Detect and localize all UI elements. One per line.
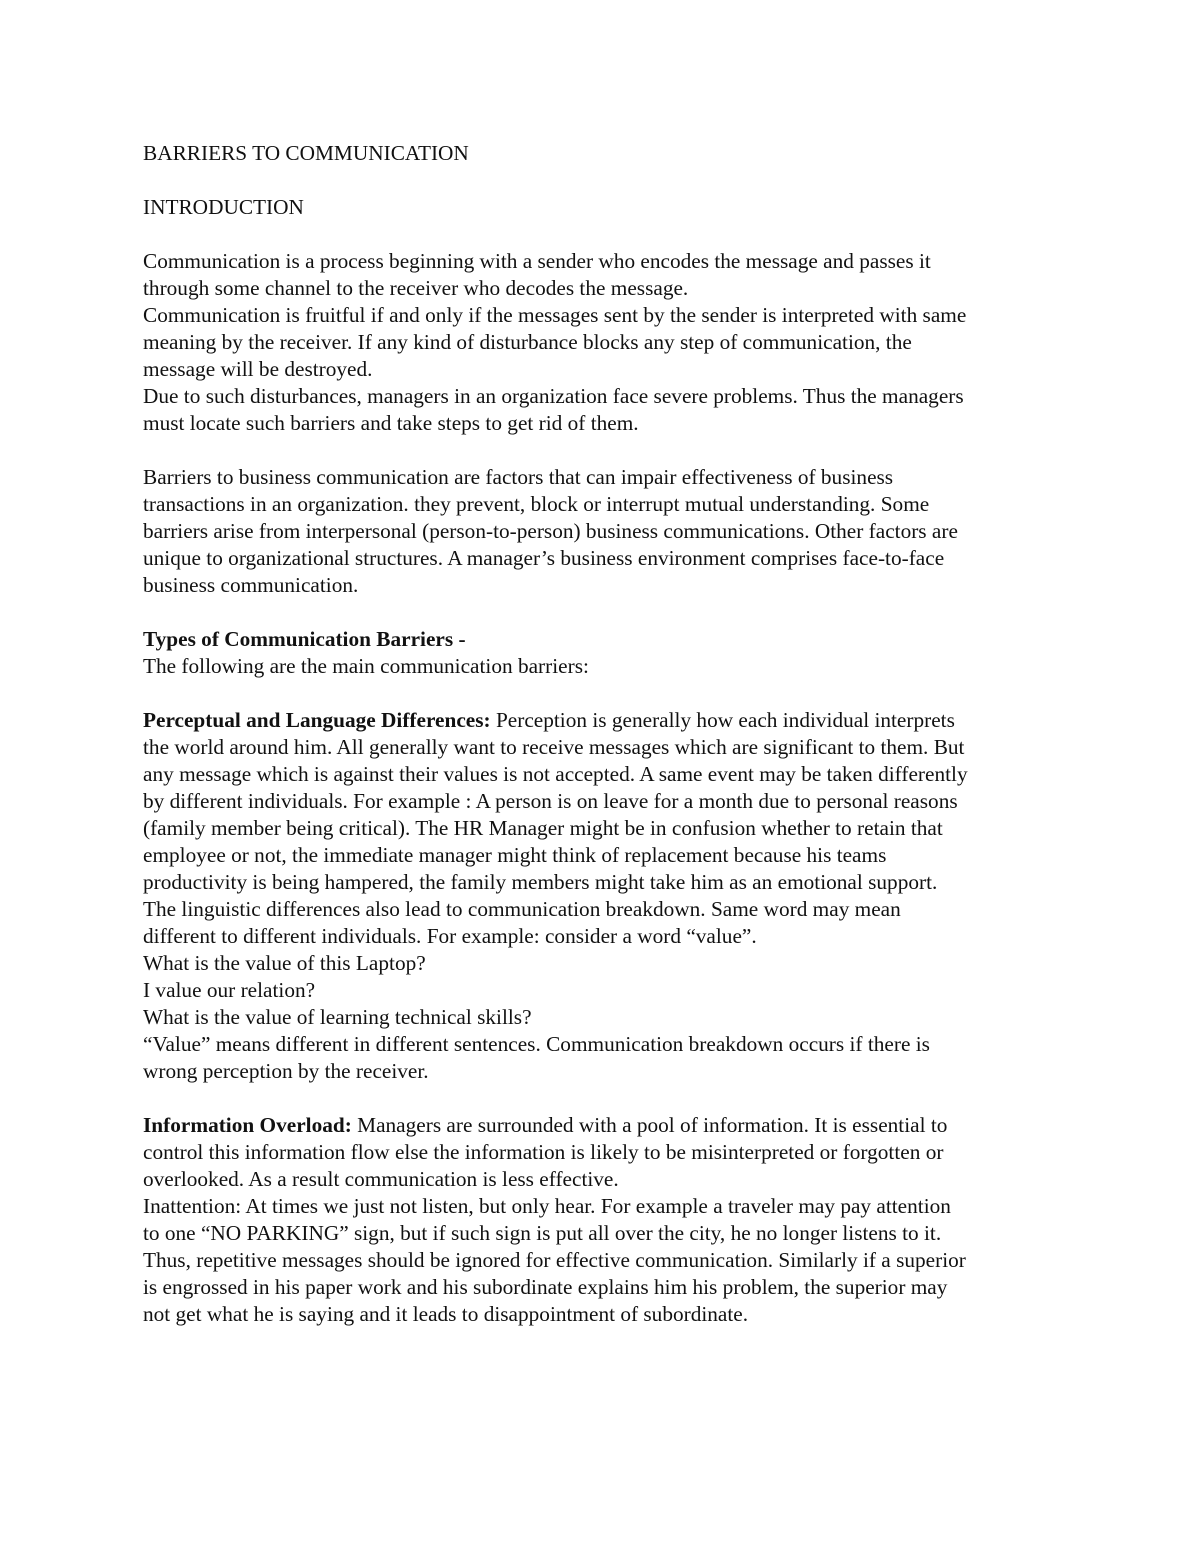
text-line: Barriers to business communication are factors that can impair effectiveness of business <box>143 465 894 489</box>
types-heading-text: Types of Communication Barriers - <box>143 627 466 651</box>
text-line <box>143 1112 1073 1139</box>
text-line: Thus, repetitive messages should be ignored for effective communication. Similarly if a superior <box>143 1248 966 1272</box>
text-line: overlooked. As a result communication is less effective. <box>143 1167 619 1191</box>
text-line <box>143 707 1073 734</box>
text-line: I value our relation? <box>143 978 316 1002</box>
document-title: BARRIERS TO COMMUNICATION <box>143 141 469 165</box>
intro-heading: INTRODUCTION <box>143 195 304 219</box>
text-line: Inattention: At times we just not listen, but only hear. For example a traveler may pay attention <box>143 1194 951 1218</box>
text-line: productivity is being hampered, the family members might take him as an emotional support. <box>143 870 938 894</box>
barriers-paragraph <box>143 464 1073 599</box>
text-line: different to different individuals. For example: consider a word “value”. <box>143 924 757 948</box>
text-line: Communication is a process beginning with a sender who encodes the message and passes it <box>143 249 931 273</box>
text-line: Due to such disturbances, managers in an organization face severe problems. Thus the managers <box>143 384 964 408</box>
document-body <box>143 140 1073 1328</box>
text-line: message will be destroyed. <box>143 357 373 381</box>
perceptual-paragraph <box>143 707 1073 1085</box>
text-line: by different individuals. For example : A person is on leave for a month due to personal reasons <box>143 789 958 813</box>
text-line: must locate such barriers and take steps to get rid of them. <box>143 411 639 435</box>
types-heading <box>143 626 1073 653</box>
text-line: to one “NO PARKING” sign, but if such sign is put all over the city, he no longer listens to it. <box>143 1221 942 1245</box>
overload-first-line: Managers are surrounded with a pool of information. It is essential to <box>351 1113 948 1137</box>
text-line: control this information flow else the information is likely to be misinterpreted or forgotten or <box>143 1140 944 1164</box>
text-line: What is the value of learning technical skills? <box>143 1005 532 1029</box>
text-line: any message which is against their values is not accepted. A same event may be taken differently <box>143 762 968 786</box>
text-line: the world around him. All generally want to receive messages which are significant to them. But <box>143 735 965 759</box>
text-line: meaning by the receiver. If any kind of disturbance blocks any step of communication, the <box>143 330 912 354</box>
perceptual-heading: Perceptual and Language Differences: <box>143 708 491 732</box>
text-line: Communication is fruitful if and only if the messages sent by the sender is interpreted with same <box>143 303 967 327</box>
text-line: barriers arise from interpersonal (person-to-person) business communications. Other factors are <box>143 519 958 543</box>
overload-heading: Information Overload: <box>143 1113 352 1137</box>
overload-paragraph <box>143 1112 1073 1328</box>
types-intro: The following are the main communication barriers: <box>143 654 589 678</box>
intro-paragraph <box>143 248 1073 437</box>
text-line: unique to organizational structures. A manager’s business environment comprises face-to-face <box>143 546 945 570</box>
text-line: transactions in an organization. they prevent, block or interrupt mutual understanding. Some <box>143 492 930 516</box>
text-line: business communication. <box>143 573 359 597</box>
text-line: (family member being critical). The HR Manager might be in confusion whether to retain that <box>143 816 943 840</box>
text-line: “Value” means different in different sentences. Communication breakdown occurs if there is <box>143 1032 930 1056</box>
perceptual-first-line: Perception is generally how each individual interprets <box>490 708 955 732</box>
text-line: employee or not, the immediate manager might think of replacement because his teams <box>143 843 887 867</box>
text-line: The linguistic differences also lead to communication breakdown. Same word may mean <box>143 897 901 921</box>
text-line: wrong perception by the receiver. <box>143 1059 429 1083</box>
text-line: through some channel to the receiver who decodes the message. <box>143 276 689 300</box>
text-line: What is the value of this Laptop? <box>143 951 426 975</box>
text-line: is engrossed in his paper work and his subordinate explains him his problem, the superior may <box>143 1275 948 1299</box>
text-line: not get what he is saying and it leads to disappointment of subordinate. <box>143 1302 749 1326</box>
